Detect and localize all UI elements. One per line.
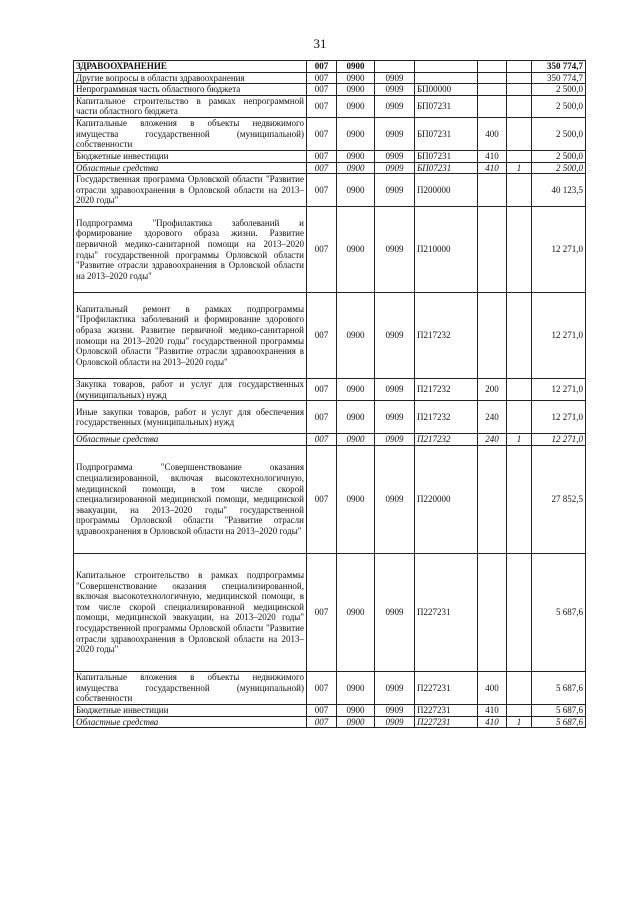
table-row	[74, 207, 586, 293]
row-section-code: 0900	[337, 293, 375, 379]
row-subsection-code: 0909	[375, 174, 415, 207]
table-row	[74, 150, 586, 162]
row-amount: 12 271,0	[532, 293, 586, 379]
table-row	[74, 162, 586, 174]
row-target-article: БП07231	[415, 150, 478, 162]
table-row	[74, 445, 586, 553]
row-amount: 12 271,0	[532, 401, 586, 434]
row-target-article: БП00000	[415, 84, 478, 96]
row-funding-source	[507, 293, 532, 379]
row-amount: 5 687,6	[532, 716, 586, 728]
row-target-article: БП07231	[415, 162, 478, 174]
table-row	[74, 95, 586, 117]
row-name: Другие вопросы в области здравоохранения	[74, 72, 307, 84]
row-target-article: П227231	[415, 671, 478, 704]
row-funding-source	[507, 401, 532, 434]
row-target-article: П217232	[415, 401, 478, 434]
row-expense-type: 240	[478, 434, 507, 446]
row-section-code: 0900	[337, 379, 375, 401]
row-amount: 2 500,0	[532, 150, 586, 162]
row-target-article: БП07231	[415, 95, 478, 117]
row-subsection-code: 0909	[375, 379, 415, 401]
row-amount: 5 687,6	[532, 704, 586, 716]
row-name: Бюджетные инвестиции	[74, 704, 307, 716]
row-subsection-code: 0909	[375, 72, 415, 84]
row-amount: 2 500,0	[532, 84, 586, 96]
row-section-code: 0900	[337, 150, 375, 162]
table-row	[74, 704, 586, 716]
row-expense-type	[478, 174, 507, 207]
row-subsection-code: 0909	[375, 117, 415, 150]
row-section-code: 0900	[337, 84, 375, 96]
row-name: Областные средства	[74, 716, 307, 728]
row-ministry-code: 007	[307, 401, 337, 434]
row-target-article	[415, 72, 478, 84]
row-ministry-code: 007	[307, 704, 337, 716]
row-ministry-code: 007	[307, 72, 337, 84]
row-ministry-code: 007	[307, 84, 337, 96]
row-amount: 12 271,0	[532, 434, 586, 446]
table-row	[74, 401, 586, 434]
row-expense-type: 410	[478, 716, 507, 728]
row-section-code: 0900	[337, 401, 375, 434]
row-subsection-code: 0909	[375, 293, 415, 379]
row-expense-type: 400	[478, 671, 507, 704]
row-name: Капитальные вложения в объекты недвижимого имущества государственной (муниципальной) собственности	[74, 671, 307, 704]
row-funding-source	[507, 553, 532, 671]
row-name: Закупка товаров, работ и услуг для государственных (муниципальных) нужд	[74, 379, 307, 401]
row-expense-type: 410	[478, 704, 507, 716]
row-expense-type	[478, 61, 507, 73]
row-section-code: 0900	[337, 445, 375, 553]
table-row	[74, 84, 586, 96]
row-expense-type	[478, 207, 507, 293]
row-subsection-code: 0909	[375, 716, 415, 728]
row-funding-source	[507, 704, 532, 716]
row-target-article: П217232	[415, 293, 478, 379]
row-target-article: П217232	[415, 379, 478, 401]
row-expense-type	[478, 84, 507, 96]
row-funding-source	[507, 84, 532, 96]
row-name: ЗДРАВООХРАНЕНИЕ	[74, 61, 307, 73]
row-funding-source	[507, 95, 532, 117]
row-expense-type: 410	[478, 150, 507, 162]
row-amount: 5 687,6	[532, 553, 586, 671]
row-name: Государственная программа Орловской области "Развитие отрасли здравоохранения в Орловской области на 2013–2020 годы"	[74, 174, 307, 207]
row-section-code: 0900	[337, 174, 375, 207]
row-name: Капитальное строительство в рамках подпрограммы "Совершенствование оказания специализированной, включая высокотехнологичную, медицинской помощи, в том числе скорой специализированной медицинской помощи, медицинской эвакуации, на 2013–2020 годы" государственной программы Орловской области "Развитие отрасли здравоохранения в Орловской области на 2013–2020 годы"	[74, 553, 307, 671]
row-name: Подпрограмма "Профилактика заболеваний и формирование здорового образа жизни. Развитие первичной медико-санитарной помощи на 2013–2020 годы" государственной программы Орловской области "Развитие отрасли здравоохранения в Орловской области на 2013–2020 годы"	[74, 207, 307, 293]
table-row	[74, 293, 586, 379]
row-section-code: 0900	[337, 716, 375, 728]
row-amount: 2 500,0	[532, 95, 586, 117]
row-subsection-code: 0909	[375, 553, 415, 671]
row-funding-source	[507, 379, 532, 401]
row-expense-type: 410	[478, 162, 507, 174]
row-subsection-code: 0909	[375, 207, 415, 293]
row-name: Иные закупки товаров, работ и услуг для обеспечения государственных (муниципальных) нужд	[74, 401, 307, 434]
row-section-code: 0900	[337, 704, 375, 716]
row-section-code: 0900	[337, 553, 375, 671]
row-amount: 12 271,0	[532, 379, 586, 401]
row-funding-source	[507, 72, 532, 84]
row-expense-type	[478, 445, 507, 553]
row-subsection-code	[375, 61, 415, 73]
row-section-code: 0900	[337, 95, 375, 117]
row-name: Непрограммная часть областного бюджета	[74, 84, 307, 96]
table-row	[74, 72, 586, 84]
row-ministry-code: 007	[307, 553, 337, 671]
row-amount: 350 774,7	[532, 61, 586, 73]
row-name: Областные средства	[74, 162, 307, 174]
row-target-article: П227231	[415, 553, 478, 671]
row-ministry-code: 007	[307, 671, 337, 704]
row-funding-source	[507, 445, 532, 553]
row-section-code: 0900	[337, 117, 375, 150]
row-target-article: БП07231	[415, 117, 478, 150]
row-subsection-code: 0909	[375, 401, 415, 434]
row-expense-type: 240	[478, 401, 507, 434]
row-funding-source	[507, 117, 532, 150]
row-ministry-code: 007	[307, 445, 337, 553]
row-subsection-code: 0909	[375, 150, 415, 162]
row-target-article: П210000	[415, 207, 478, 293]
row-name: Подпрограмма "Совершенствование оказания специализированной, включая высокотехнологичную, медицинской помощи, в том числе скорой специализированной медицинской помощи, медицинской эвакуации, на 2013–2020 годы" государственной программы Орловской области "Развитие отрасли здравоохранения в Орловской области на 2013–2020 годы"	[74, 445, 307, 553]
row-subsection-code: 0909	[375, 434, 415, 446]
row-subsection-code: 0909	[375, 671, 415, 704]
row-expense-type: 200	[478, 379, 507, 401]
row-amount: 12 271,0	[532, 207, 586, 293]
row-section-code: 0900	[337, 162, 375, 174]
row-expense-type	[478, 95, 507, 117]
table-row	[74, 434, 586, 446]
budget-table	[73, 60, 586, 728]
row-funding-source	[507, 207, 532, 293]
row-ministry-code: 007	[307, 174, 337, 207]
row-subsection-code: 0909	[375, 95, 415, 117]
row-subsection-code: 0909	[375, 704, 415, 716]
row-section-code: 0900	[337, 207, 375, 293]
row-funding-source	[507, 61, 532, 73]
page-number: 31	[313, 36, 327, 51]
row-ministry-code: 007	[307, 379, 337, 401]
row-target-article: П200000	[415, 174, 478, 207]
row-name: Областные средства	[74, 434, 307, 446]
row-ministry-code: 007	[307, 716, 337, 728]
row-ministry-code: 007	[307, 61, 337, 73]
row-ministry-code: 007	[307, 434, 337, 446]
row-expense-type: 400	[478, 117, 507, 150]
row-expense-type	[478, 553, 507, 671]
row-target-article	[415, 61, 478, 73]
row-name: Капитальные вложения в объекты недвижимого имущества государственной (муниципальной) собственности	[74, 117, 307, 150]
row-expense-type	[478, 293, 507, 379]
row-ministry-code: 007	[307, 117, 337, 150]
table-row	[74, 117, 586, 150]
row-amount: 2 500,0	[532, 162, 586, 174]
row-section-code: 0900	[337, 72, 375, 84]
row-amount: 2 500,0	[532, 117, 586, 150]
row-ministry-code: 007	[307, 150, 337, 162]
row-amount: 40 123,5	[532, 174, 586, 207]
row-amount: 5 687,6	[532, 671, 586, 704]
row-section-code: 0900	[337, 61, 375, 73]
row-subsection-code: 0909	[375, 445, 415, 553]
table-row	[74, 553, 586, 671]
row-name: Капитальный ремонт в рамках подпрограммы "Профилактика заболеваний и формирование здорового образа жизни. Развитие первичной медико-санитарной помощи на 2013–2020 годы" государственной программы Орловской области "Развитие отрасли здравоохранения в Орловской области на 2013–2020 годы"	[74, 293, 307, 379]
row-ministry-code: 007	[307, 293, 337, 379]
row-name: Бюджетные инвестиции	[74, 150, 307, 162]
row-funding-source	[507, 150, 532, 162]
row-target-article: П227231	[415, 704, 478, 716]
row-funding-source: 1	[507, 162, 532, 174]
table-row	[74, 671, 586, 704]
table-row	[74, 716, 586, 728]
row-amount: 350 774,7	[532, 72, 586, 84]
table-row	[74, 379, 586, 401]
row-subsection-code: 0909	[375, 84, 415, 96]
row-ministry-code: 007	[307, 95, 337, 117]
row-target-article: П217232	[415, 434, 478, 446]
row-name: Капитальное строительство в рамках непрограммной части областного бюджета	[74, 95, 307, 117]
row-funding-source: 1	[507, 434, 532, 446]
table-row	[74, 61, 586, 73]
row-ministry-code: 007	[307, 207, 337, 293]
row-section-code: 0900	[337, 671, 375, 704]
row-expense-type	[478, 72, 507, 84]
row-ministry-code: 007	[307, 162, 337, 174]
row-subsection-code: 0909	[375, 162, 415, 174]
row-target-article: П227231	[415, 716, 478, 728]
row-funding-source: 1	[507, 716, 532, 728]
table-row	[74, 174, 586, 207]
row-funding-source	[507, 174, 532, 207]
row-amount: 27 852,5	[532, 445, 586, 553]
row-funding-source	[507, 671, 532, 704]
row-target-article: П220000	[415, 445, 478, 553]
row-section-code: 0900	[337, 434, 375, 446]
